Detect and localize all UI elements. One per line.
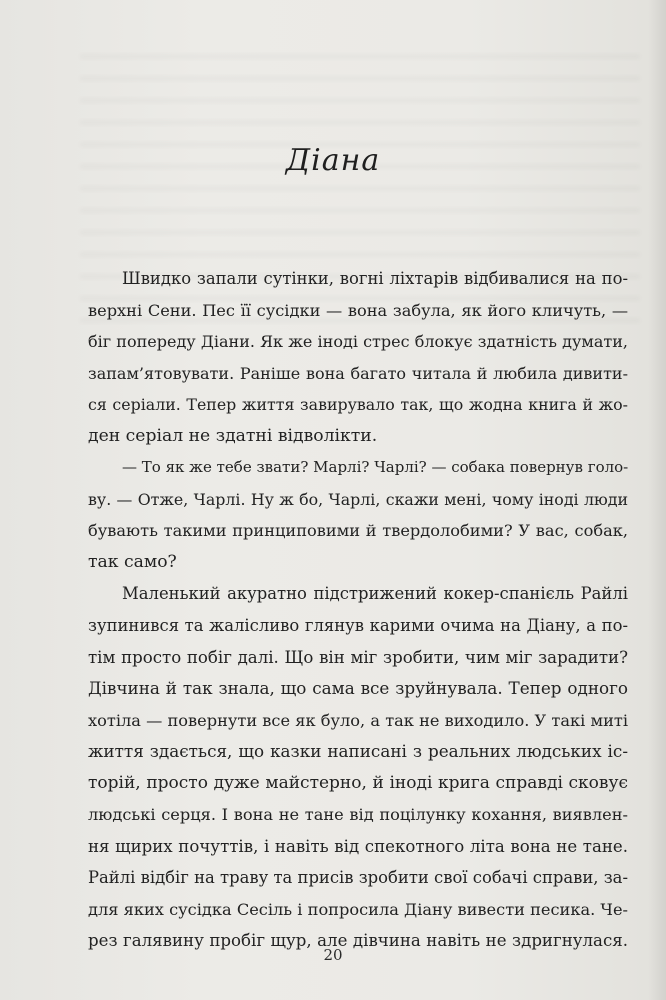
text-line: так само? xyxy=(88,551,177,572)
text-line: біг попереду Діани. Як же іноді стрес блокує здатність думати, xyxy=(88,332,628,352)
text-line: Швидко запали сутінки, вогні ліхтарів відбивалися на по- xyxy=(122,269,628,288)
text-line: рез галявину пробіг щур, але дівчина навіть не здригнулася. xyxy=(88,931,628,951)
text-line: для яких сусідка Сесіль і попросила Діану вивести песика. Че- xyxy=(88,899,628,919)
chapter-title: Діана xyxy=(285,143,381,178)
text-line: життя здається, що казки написані з реальних людських іс- xyxy=(88,741,628,762)
text-line: Райлі відбіг на траву та присів зробити свої собачі справи, за- xyxy=(88,868,628,888)
text-line: ся серіали. Тепер життя завирувало так, що жодна книга й жо- xyxy=(88,395,628,415)
paragraph-3 xyxy=(88,578,628,957)
text-line: торій, просто дуже майстерно, й іноді крига справді сковує xyxy=(88,772,628,793)
text-line: ня щирих почуттів, і навіть від спекотного літа вона не тане. xyxy=(88,836,628,856)
page-number: 20 xyxy=(323,946,343,964)
paragraph-1 xyxy=(88,263,628,452)
text-line: людські серця. І вона не тане від поцілунку кохання, виявлен- xyxy=(88,805,628,825)
text-line: ден серіал не здатні відволікти. xyxy=(88,425,378,446)
text-line: запам’ятовувати. Раніше вона багато читала й любила дивити- xyxy=(88,363,628,383)
text-line: Дівчина й так знала, що сама все зруйнувала. Тепер одного xyxy=(88,678,628,699)
text-line: хотіла — повернути все як було, а так не виходило. У такі миті xyxy=(88,710,628,730)
text-line: тім просто побіг далі. Що він міг зробити, чим міг зарадити? xyxy=(88,647,628,667)
text-line: верхні Сени. Пес її сусідки — вона забула, як його кличуть, — xyxy=(88,300,628,320)
text-line: — То як же тебе звати? Марлі? Чарлі? — собака повернув голо- xyxy=(122,458,629,477)
text-line: бувають такими принциповими й твердолобими? У вас, собак, xyxy=(88,521,628,541)
paragraph-2 xyxy=(88,452,628,578)
text-line: зупинився та жалісливо глянув карими очима на Діану, а по- xyxy=(88,616,628,636)
body-text xyxy=(88,263,628,957)
text-line: ву. — Отже, Чарлі. Ну ж бо, Чарлі, скажи мені, чому іноді люди xyxy=(88,489,628,509)
text-line: Маленький акуратно підстрижений кокер-спанієль Райлі xyxy=(122,584,628,604)
